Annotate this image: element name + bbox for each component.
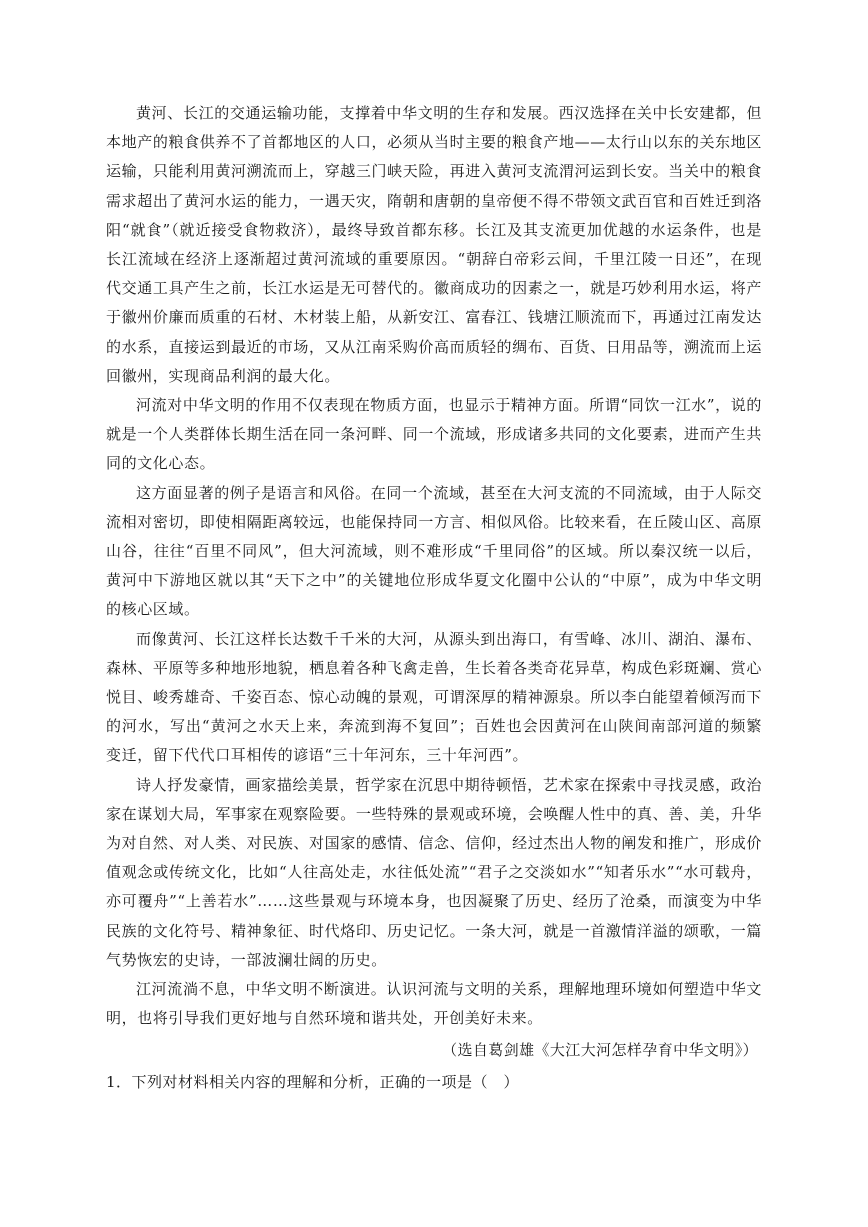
article-source: （选自葛剑雄《大江大河怎样孕育中华文明》）	[442, 1040, 758, 1059]
paragraph-transport: 黄河、长江的交通运输功能，支撑着中华文明的生存和发展。西汉选择在关中长安建都，但本地产的粮食供养不了首都地区的人口，必须从当时主要的粮食产地——太行山以东的关东地区运输，只能利用黄河溯流而上，穿越三门峡天险，再进入黄河支流渭河运到长安。当关中的粮食需求超出了黄河水运的能力，一遇天灾，隋朝和唐朝的皇帝便不得不带领文武百官和百姓迁到洛阳“就食”（就近接受食物救济），最终导致首都东移。长江及其支流更加优越的水运条件，也是长江流域在经济上逐渐超过黄河流域的重要原因。“朝辞白帝彩云间，千里江陵一日还”，在现代交通工具产生之前，长江水运是无可替代的。徽商成功的因素之一，就是巧妙利用水运，将产于徽州价廉而质重的石材、木材装上船，从新安江、富春江、钱塘江顺流而下，再通过江南发达的水系，直接运到最近的市场，又从江南采购价高而质轻的绸布、百货、日用品等，溯流而上运回徽州，实现商品利润的最大化。	[106, 104, 762, 385]
question-1: 1．下列对材料相关内容的理解和分析，正确的一项是（ ）	[106, 1072, 520, 1091]
paragraph-culture-symbols: 诗人抒发豪情，画家描绘美景，哲学家在沉思中期待顿悟，艺术家在探索中寻找灵感，政治家在谋划大局，军事家在观察险要。一些特殊的景观或环境，会唤醒人性中的真、善、美，升华为对自然、对人类、对民族、对国家的感情、信念、信仰，经过杰出人物的阐发和推广，形成价值观念或传统文化，比如“人往高处走，水往低处流”“君子之交淡如水”“知者乐水”“水可载舟，亦可覆舟”“上善若水”……这些景观与环境本身，也因凝聚了历史、经历了沧桑，而演变为中华民族的文化符号、精神象征、时代烙印、历史记忆。一条大河，就是一首激情洋溢的颂歌，一篇气势恢宏的史诗，一部波澜壮阔的历史。	[106, 775, 762, 969]
paragraph-language-customs: 这方面显著的例子是语言和风俗。在同一个流域，甚至在大河支流的不同流域，由于人际交流相对密切，即使相隔距离较远，也能保持同一方言、相似风俗。比较来看，在丘陵山区、高原山谷，往往“百里不同风”，但大河流域，则不难形成“千里同俗”的区域。所以秦汉统一以后，黄河中下游地区就以其“天下之中”的关键地位形成华夏文化圈中公认的“中原”，成为中华文明的核心区域。	[106, 483, 762, 619]
paragraph-landscapes: 而像黄河、长江这样长达数千千米的大河，从源头到出海口，有雪峰、冰川、湖泊、瀑布、森林、平原等多种地形地貌，栖息着各种飞禽走兽，生长着各类奇花异草，构成色彩斑斓、赏心悦目、峻秀雄奇、千姿百态、惊心动魄的景观，可谓深厚的精神源泉。所以李白能望着倾泻而下的河水，写出“黄河之水天上来，奔流到海不复回”；百姓也会因黄河在山陕间南部河道的频繁变迁，留下代代口耳相传的谚语“三十年河东，三十年河西”。	[106, 629, 762, 765]
paragraph-spiritual: 河流对中华文明的作用不仅表现在物质方面，也显示于精神方面。所谓“同饮一江水”，说的就是一个人类群体长期生活在同一条河畔、同一个流域，形成诸多共同的文化要素，进而产生共同的文化心态。	[106, 396, 762, 473]
paragraph-conclusion: 江河流淌不息，中华文明不断演进。认识河流与文明的关系，理解地理环境如何塑造中华文明，也将引导我们更好地与自然环境和谐共处，开创美好未来。	[106, 980, 762, 1028]
article-body	[106, 99, 762, 1097]
